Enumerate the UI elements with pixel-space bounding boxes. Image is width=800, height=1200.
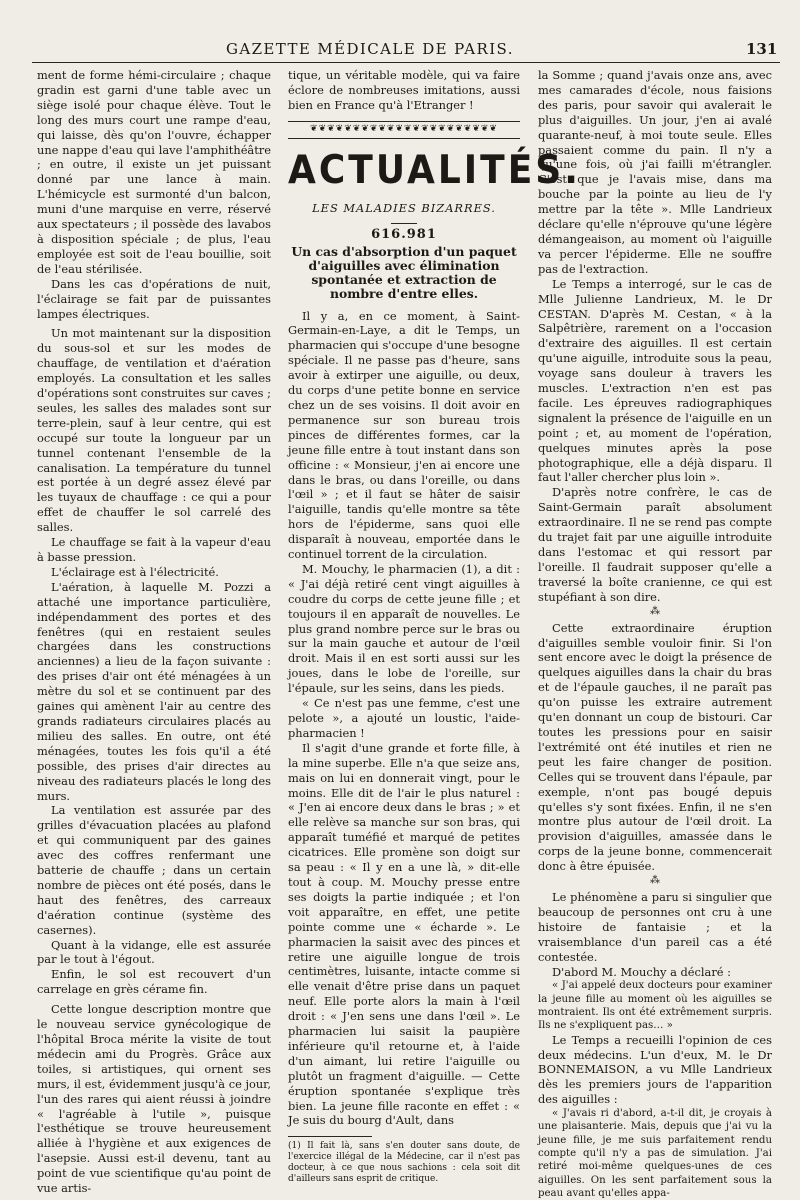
footnote: (1) Il fait là, sans s'en douter sans doute, de l'exercice illégal de la Médecine, car il n'est pas docteur, à ce que nous sachions : cela soit dit d'ailleurs sans esprit de critique. xyxy=(288,1141,520,1185)
paragraph: Un mot maintenant sur la disposition du sous-sol et sur les modes de chauffage, de ventilation et d'aération employés. La consultation et les salles d'opérations sont construites sur caves ; seules, les salles des malades sont sur terre-plein, sauf à leur centre, qui est occupé sur toute la longueur par un tunnel contenant l'ensemble de la canalisation. La température du tunnel est portée à un degré assez élevé par les tuyaux de chauffage : ce qui a pour effet de chauffer le sol carrelé des salles. xyxy=(37,326,271,535)
footnote-rule xyxy=(288,1136,372,1137)
paragraph: La ventilation est assurée par des grilles d'évacuation placées au plafond et qui communiquent par des gaines avec des coffres renfermant une batterie de chauffe ; dans un certain nombre de pièces ont été posés, dans le haut des fenêtres, des carreaux d'aération continue (système des casernes). xyxy=(37,803,271,937)
paragraph: ment de forme hémi-circulaire ; chaque gradin est garni d'une table avec un siège isolé pour chaque élève. Tout le long des murs court une rampe d'eau, qui laisse, dès qu'on l'ouvre, échapper une nappe d'eau qui lave l'amphithéâtre ; en outre, il existe un jet puissant donné par une lance à main. L'hémicycle est surmonté d'un balcon, muni d'une marquise en verre, réservé aux spectateurs ; il possède des lavabos à disposition spéciale ; de plus, l'eau employée est soit de l'eau bouillie, soit de l'eau stérilisée. xyxy=(37,68,271,276)
paragraph: Le phénomène a paru si singulier que beaucoup de personnes ont cru à une histoire de fantaisie ; et la vraisemblance d'un pareil cas a été contestée. xyxy=(538,890,772,964)
column-3 xyxy=(538,68,772,1200)
article-headline: Un cas d'absorption d'un paquet d'aiguilles avec élimination spontanée et extraction de nombre d'entre elles. xyxy=(291,243,517,301)
paragraph: Il y a, en ce moment, à Saint-Germain-en-Laye, a dit le Temps, un pharmacien qui s'occupe d'une besogne spéciale. Il ne passe pas d'heure, sans avoir à extirper une aiguille, ou deux, du corps d'une petite bonne en service chez un de ses voisins. Il doit avoir en permanence sur son bureau trois pinces de différentes formes, car la jeune fille entre à tout instant dans son officine : « Monsieur, j'en ai encore une dans le bras, ou dans l'oreille, ou dans l'œil » ; et il faut se hâter de saisir l'aiguille, tandis qu'elle montre sa tête hors de l'épiderme, sans quoi elle disparaît à nouveau, emportée dans le continuel torrent de la circulation. xyxy=(288,308,520,562)
ornamental-border xyxy=(288,121,520,139)
paragraph: D'après notre confrère, le cas de Saint-Germain paraît absolument extraordinaire. Il ne se rend pas compte du trajet fait par une aiguille introduite dans l'estomac et qui ressort par l'oreille. Il faudrait supposer qu'elle a traversé la boîte cranienne, ce qui est stupéfiant à son dire. xyxy=(538,485,772,604)
paragraph: « Ce n'est pas une femme, c'est une pelote », a ajouté un loustic, l'aide-pharmacien ! xyxy=(288,696,520,740)
paragraph: Cette longue description montre que le nouveau service gynécologique de l'hôpital Broca mérite la visite de tout médecin ami du Progrès. Grâce aux toiles, si artistiques, qui ornent ses murs, il est, évidemment jusqu'à ce jour, l'un des rares qui aient réussi à joindre « l'agréable à l'utile », puisque l'esthétique se trouve heureusement alliée à l'hygiène et aux exigences de l'asepsie. Aussi est-il devenu, tant au point de vue scientifique qu'au point de vue artis- xyxy=(37,1002,271,1196)
quoted-paragraph: « J'avais ri d'abord, a-t-il dit, je croyais à une plaisanterie. Mais, depuis que j'ai vu la jeune fille, je me suis parfaitement rendu compte qu'il n'y a pas de simulation. J'ai retiré moi-même quelques-unes de ces aiguilles. On les sent parfaitement sous la peau avant qu'elles appa- xyxy=(538,1108,772,1199)
section-separator: ⁂ xyxy=(650,875,660,887)
paragraph: Cette extraordinaire éruption d'aiguilles semble vouloir finir. Si l'on sent encore avec le doigt la présence de quelques aiguilles dans la chair du bras et de l'épaule gauches, il ne paraît pas qu'on puisse les extraire autrement qu'en donnant un coup de bistouri. Car toutes les pressions pour en saisir l'extrémité ont été inutiles et rien ne peut les faire changer de position. Celles qui se trouvent dans l'épaule, par exemple, n'ont pas bougé depuis qu'elles s'y sont fixées. Enfin, il ne s'en montre plus autour de l'œil droit. La provision d'aiguilles, amassée dans le corps de la jeune bonne, commencerait donc à être épuisée. xyxy=(538,620,772,874)
quoted-paragraph: « J'ai appelé deux docteurs pour examiner la jeune fille au moment où les aiguilles se montraient. Ils ont été extrêmement surpris. Ils ne s'expliquent pas… » xyxy=(538,980,772,1032)
kicker: LES MALADIES BIZARRES. xyxy=(312,200,496,215)
paragraph: M. Mouchy, le pharmacien (1), a dit : « J'ai déjà retiré cent vingt aiguilles à coudre du corps de cette jeune fille ; et toujours il en apparaît de nouvelles. Le plus grand nombre perce sur le bras ou sur la main gauche et autour de l'œil droit. Mais il en est sorti aussi sur les joues, dans le lobe de l'oreille, sur l'épaule, sur les seins, dans les pieds. xyxy=(288,561,520,696)
paragraph: D'abord M. Mouchy a déclaré : xyxy=(552,964,731,979)
column-2 xyxy=(288,68,581,1185)
journal-title: GAZETTE MÉDICALE DE PARIS. xyxy=(226,40,514,58)
running-head xyxy=(0,38,800,62)
paragraph: Dans les cas d'opérations de nuit, l'éclairage se fait par de puissantes lampes électriques. xyxy=(37,276,271,321)
paragraph: Enfin, le sol est recouvert d'un carrelage en grès cérame fin. xyxy=(37,967,271,997)
page-number: 131 xyxy=(746,40,778,58)
paragraph: la Somme ; quand j'avais onze ans, avec mes camarades d'école, nous faisions des paris, pour savoir qui avalerait le plus d'aiguilles. Un jour, j'en ai avalé quarante-neuf, à moi toute seule. Elles passaient comme du pain. Il n'y a qu'une fois, où j'ai failli m'étrangler. C'est que je l'avais mise, dans ma bouche par la pointe au lieu de l'y mettre par la tête ». Mlle Landrieux déclare qu'elle n'éprouve qu'une légère démangeaison, au moment où l'aiguille va percer l'épiderme. Elle ne souffre pas de l'extraction. xyxy=(538,68,772,276)
column-1 xyxy=(37,68,271,1196)
paragraph: Quant à la vidange, elle est assurée par le tout à l'égout. xyxy=(37,937,271,967)
classification-number: 616.981 xyxy=(371,226,437,242)
ornament-glyphs: ❦❦❦❦❦❦❦❦❦❦❦❦❦❦❦❦❦❦❦❦❦❦ xyxy=(310,123,498,134)
paragraph: Le chauffage se fait à la vapeur d'eau à basse pression. xyxy=(37,535,271,564)
paragraph: L'aération, à laquelle M. Pozzi a attaché une importance particulière, indépendamment des portes et des fenêtres (qui en restaient seules chargées dans les constructions anciennes) a lieu de la façon suivante : des prises d'air ont été ménagées à un mètre du sol et se continuent par des gaines qui amènent l'air au centre des grands radiateurs circulaires placés au milieu des salles. En outre, ont été ménagées, toutes les fois qu'il a été possible, des prises d'air directes au niveau des radiateurs placés le long des murs. xyxy=(37,579,271,803)
paragraph: L'éclairage est à l'électricité. xyxy=(51,564,219,579)
kicker-rule xyxy=(391,223,417,224)
paragraph: Il s'agit d'une grande et forte fille, à la mine superbe. Elle n'a que seize ans, mais on lui en donnerait vingt, pour le moins. Elle dit de l'air le plus naturel : « J'en ai encore deux dans le bras ; » et elle relève sa manche sur son bras, qui apparaît tuméfié et marqué de petites cicatrices. Elle promène son doigt sur sa peau : « Il y en a une là, » dit-elle tout à coup. M. Mouchy presse entre ses doigts la partie indiquée ; et l'on voit apparaître, en effet, une petite pointe comme une « écharde ». Le pharmacien la saisit avec des pinces et retire une aiguille longue de trois centimètres, luisante, intacte comme si elle venait d'être prise dans un paquet neuf. Elle porte alors la main à l'œil droit : « J'en sens une dans l'œil ». Le pharmacien lui saisit la paupière inférieure qu'il retourne et, à l'aide d'un aimant, lui retire l'aiguille ou plutôt un fragment d'aiguille. — Cette éruption spontanée s'explique très bien. La jeune fille raconte en effet : « Je suis du bourg d'Ault, dans xyxy=(288,740,520,1128)
section-title: ACTUALITÉS. xyxy=(288,147,581,193)
paragraph: Le Temps a interrogé, sur le cas de Mlle Julienne Landrieux, M. le Dr CESTAN. D'après M. Cestan, « à la Salpêtrière, rarement on a l'occasion d'extraire des aiguilles. Il est certain qu'une aiguille, introduite sous la peau, voyage sans douleur à travers les muscles. L'extraction n'en est pas facile. Les épreuves radiographiques signalent la présence de l'aiguille en un point ; et, au moment de l'opération, quelques minutes après la pose photographique, elle a déjà disparu. Il faut l'aller chercher plus loin ». xyxy=(538,276,772,485)
paragraph: tique, un véritable modèle, qui va faire éclore de nombreuses imitations, aussi bien en France qu'à l'Etranger ! xyxy=(288,68,520,112)
header-rule xyxy=(32,62,780,63)
section-separator: ⁂ xyxy=(650,605,660,617)
paragraph: Le Temps a recueilli l'opinion de ces deux médecins. L'un d'eux, M. le Dr BONNEMAISON, a vu Mlle Landrieux dès les premiers jours de l'apparition des aiguilles : xyxy=(538,1032,772,1107)
